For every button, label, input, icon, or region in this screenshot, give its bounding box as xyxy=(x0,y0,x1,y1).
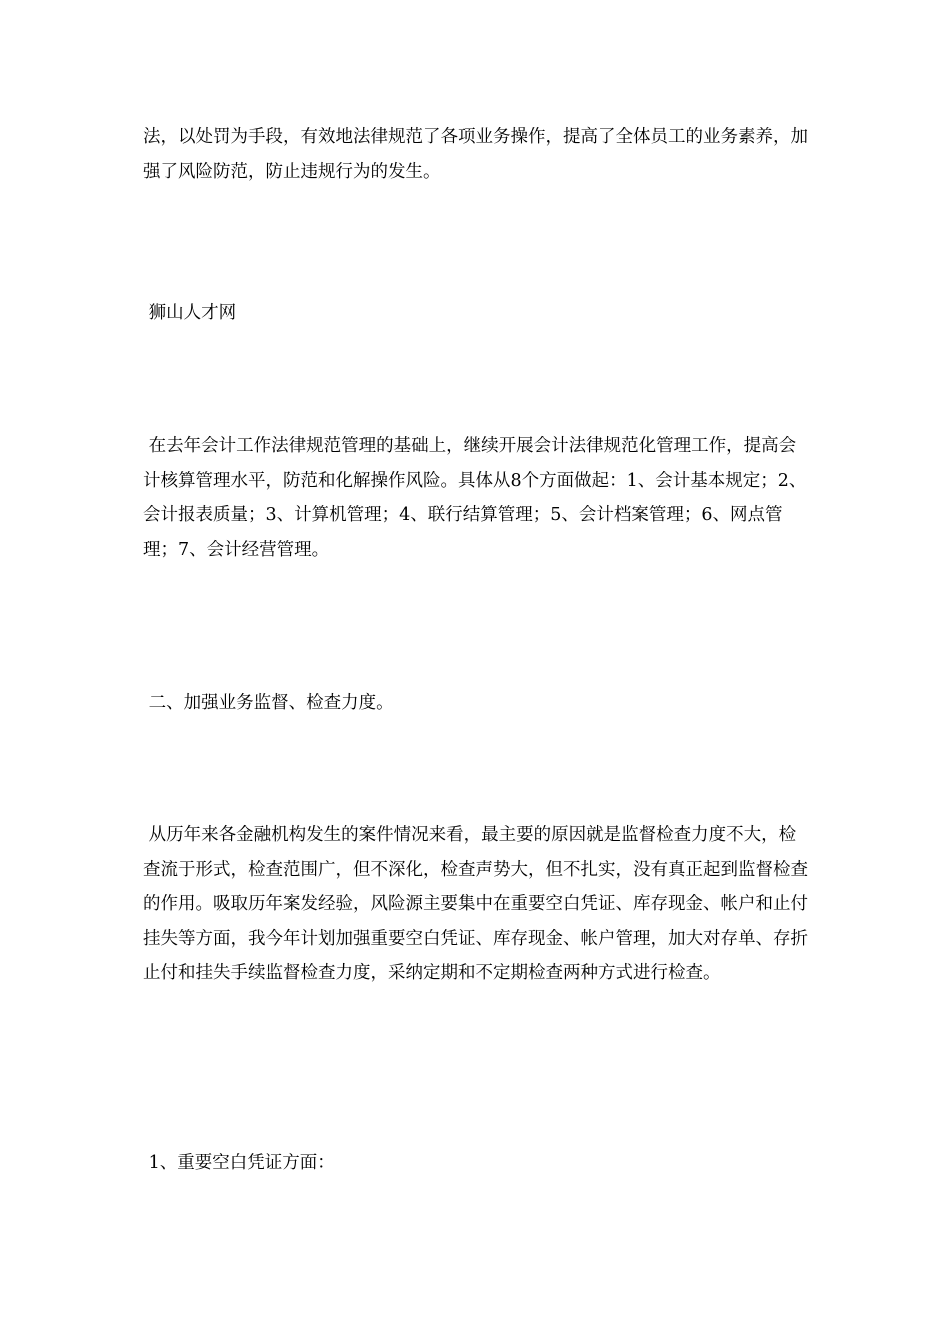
paragraph-law-enforcement-summary: 法，以处罚为手段，有效地法律规范了各项业务操作，提高了全体员工的业务素养，加强了风险防范，防止违规行为的发生。 xyxy=(143,127,808,182)
paragraph-supervision-inspection: 从历年来各金融机构发生的案件情况来看，最主要的原因就是监督检查力度不大，检查流于形式，检查范围广，但不深化，检查声势大，但不扎实，没有真正起到监督检查的作用。吸取历年案发经验，风险源主要集中在重要空白凭证、库存现金、帐户和止付挂失等方面，我今年计划加强重要空白凭证、库存现金、帐户管理，加大对存单、存折止付和挂失手续监督检查力度，采纳定期和不定期检查两种方式进行检查。 xyxy=(143,825,808,983)
subheading-blank-vouchers: 1、重要空白凭证方面： xyxy=(143,1153,335,1173)
section-heading-supervision: 二、加强业务监督、检查力度。 xyxy=(143,693,394,713)
paragraph-accounting-management: 在去年会计工作法律规范管理的基础上，继续开展会计法律规范化管理工作，提高会计核算管理水平，防范和化解操作风险。具体从8个方面做起：1、会计基本规定；2、会计报表质量；3、计算机管理；4、联行结算管理；5、会计档案管理；6、网点管理；7、会计经营管理。 xyxy=(143,436,807,560)
paragraph-site-name: 狮山人才网 xyxy=(143,303,237,323)
